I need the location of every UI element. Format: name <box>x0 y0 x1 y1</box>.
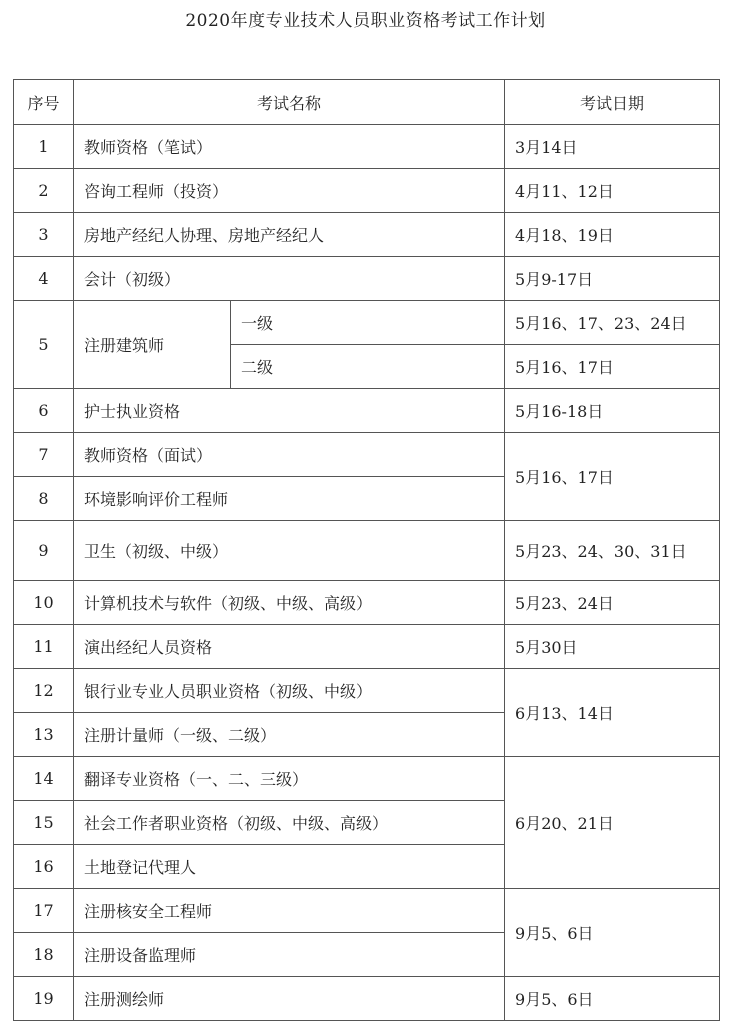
row-number: 5 <box>14 301 74 389</box>
exam-level: 一级 <box>231 301 505 345</box>
table-row <box>14 169 720 213</box>
exam-name: 注册建筑师 <box>74 301 231 389</box>
header-date: 考试日期 <box>505 80 720 125</box>
exam-name: 注册核安全工程师 <box>74 889 505 933</box>
row-number: 14 <box>14 757 74 801</box>
row-number: 15 <box>14 801 74 845</box>
table-row <box>14 125 720 169</box>
exam-name: 注册测绘师 <box>74 977 505 1021</box>
table-row <box>14 213 720 257</box>
exam-name: 教师资格（面试） <box>74 433 505 477</box>
row-number: 1 <box>14 125 74 169</box>
exam-name: 环境影响评价工程师 <box>74 477 505 521</box>
exam-date: 5月16-18日 <box>505 389 720 433</box>
exam-name: 银行业专业人员职业资格（初级、中级） <box>74 669 505 713</box>
table-row <box>14 889 720 933</box>
exam-date: 3月14日 <box>505 125 720 169</box>
exam-name: 护士执业资格 <box>74 389 505 433</box>
exam-name: 社会工作者职业资格（初级、中级、高级） <box>74 801 505 845</box>
exam-name: 注册设备监理师 <box>74 933 505 977</box>
exam-date: 5月9-17日 <box>505 257 720 301</box>
exam-name: 房地产经纪人协理、房地产经纪人 <box>74 213 505 257</box>
row-number: 3 <box>14 213 74 257</box>
exam-date: 5月30日 <box>505 625 720 669</box>
row-number: 13 <box>14 713 74 757</box>
exam-date: 9月5、6日 <box>505 889 720 977</box>
table-row <box>14 433 720 477</box>
header-name: 考试名称 <box>74 80 505 125</box>
table-row <box>14 625 720 669</box>
exam-date: 6月13、14日 <box>505 669 720 757</box>
exam-name: 会计（初级） <box>74 257 505 301</box>
exam-date: 4月18、19日 <box>505 213 720 257</box>
row-number: 8 <box>14 477 74 521</box>
row-number: 7 <box>14 433 74 477</box>
table-row <box>14 581 720 625</box>
row-number: 2 <box>14 169 74 213</box>
exam-level: 二级 <box>231 345 505 389</box>
table-row <box>14 521 720 581</box>
row-number: 18 <box>14 933 74 977</box>
exam-name: 计算机技术与软件（初级、中级、高级） <box>74 581 505 625</box>
table-row <box>14 301 720 345</box>
row-number: 10 <box>14 581 74 625</box>
exam-date: 5月23、24日 <box>505 581 720 625</box>
table-row <box>14 669 720 713</box>
table-row <box>14 389 720 433</box>
row-number: 19 <box>14 977 74 1021</box>
row-number: 6 <box>14 389 74 433</box>
row-number: 11 <box>14 625 74 669</box>
exam-date: 5月16、17、23、24日 <box>505 301 720 345</box>
header-no: 序号 <box>14 80 74 125</box>
exam-name: 翻译专业资格（一、二、三级） <box>74 757 505 801</box>
exam-date: 5月16、17日 <box>505 345 720 389</box>
exam-date: 4月11、12日 <box>505 169 720 213</box>
exam-name: 注册计量师（一级、二级） <box>74 713 505 757</box>
table-row <box>14 257 720 301</box>
exam-name: 卫生（初级、中级） <box>74 521 505 581</box>
table-row <box>14 977 720 1021</box>
exam-date: 9月5、6日 <box>505 977 720 1021</box>
table-row <box>14 757 720 801</box>
row-number: 9 <box>14 521 74 581</box>
table-header-row <box>14 80 720 125</box>
row-number: 4 <box>14 257 74 301</box>
exam-name: 土地登记代理人 <box>74 845 505 889</box>
exam-name: 咨询工程师（投资） <box>74 169 505 213</box>
row-number: 17 <box>14 889 74 933</box>
exam-name: 教师资格（笔试） <box>74 125 505 169</box>
exam-date: 5月16、17日 <box>505 433 720 521</box>
row-number: 12 <box>14 669 74 713</box>
exam-date: 6月20、21日 <box>505 757 720 889</box>
page-title: 2020年度专业技术人员职业资格考试工作计划 <box>185 11 546 31</box>
exam-schedule-table <box>13 79 720 1021</box>
row-number: 16 <box>14 845 74 889</box>
exam-date: 5月23、24、30、31日 <box>505 521 720 581</box>
exam-name: 演出经纪人员资格 <box>74 625 505 669</box>
